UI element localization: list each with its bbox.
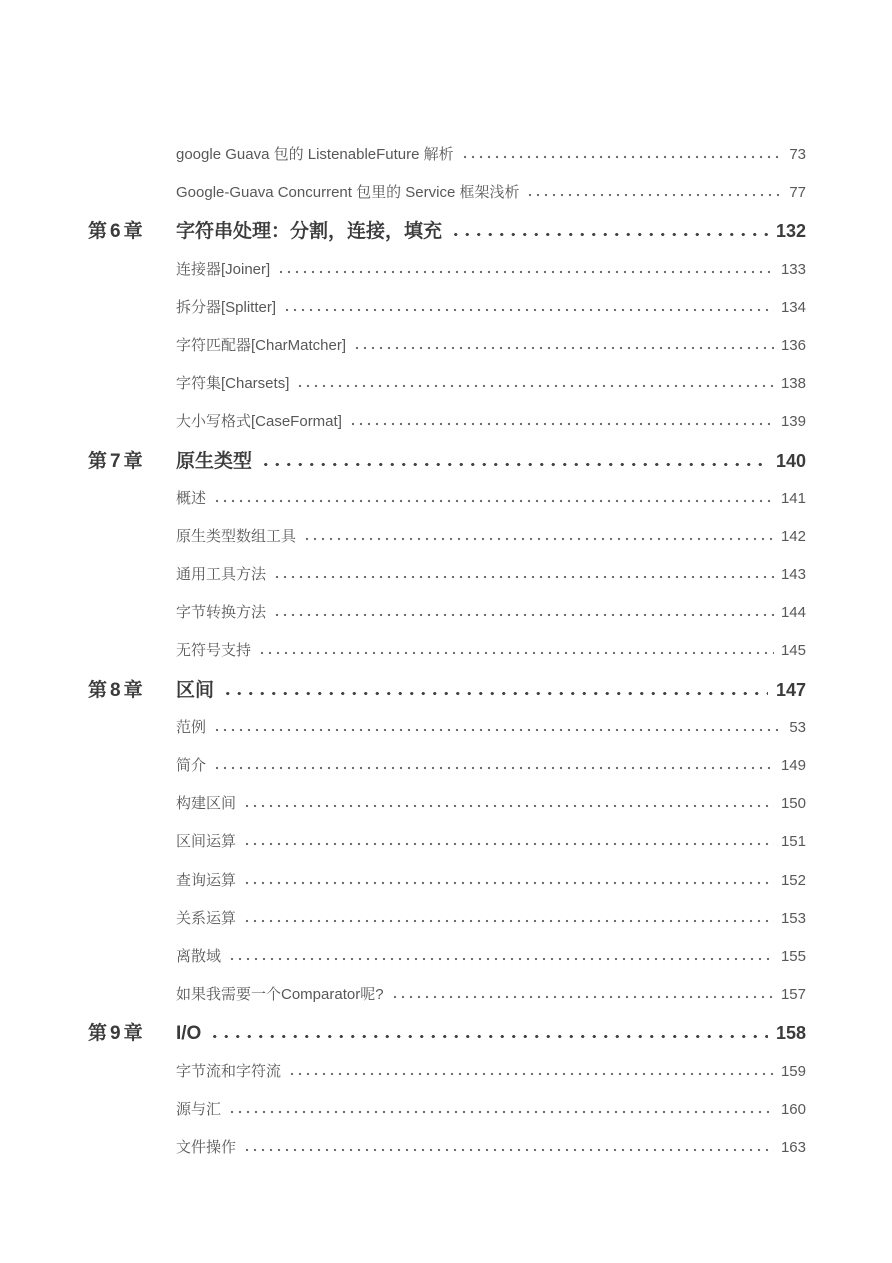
chapter-number: 第9章	[88, 1023, 146, 1045]
dot-leader	[222, 691, 768, 696]
toc-entry-title: 大小写格式[CaseFormat]	[176, 413, 342, 431]
toc-row[interactable]	[88, 480, 806, 518]
toc-row[interactable]	[88, 976, 806, 1014]
toc-page-number: 132	[775, 221, 806, 242]
toc-page-number: 136	[780, 336, 806, 354]
dot-leader	[228, 957, 774, 961]
toc-page-number: 143	[780, 566, 806, 584]
toc-entry-title: 无符号支持	[176, 642, 252, 660]
dot-leader	[461, 155, 783, 159]
toc-page-number: 133	[780, 260, 806, 278]
dot-leader	[391, 995, 774, 999]
toc-page-number: 147	[775, 679, 806, 700]
toc-page-number: 152	[780, 871, 806, 889]
toc-page-number: 142	[780, 527, 806, 545]
toc-row[interactable]	[88, 556, 806, 594]
toc-entry-title: 字节流和字符流	[176, 1062, 282, 1080]
toc-entry-title: 通用工具方法	[176, 566, 267, 584]
chapter-number: 第7章	[88, 450, 146, 472]
toc-row[interactable]	[88, 747, 806, 785]
toc-entry-title: 查询运算	[176, 871, 237, 889]
toc-entry-title: 连接器[Joiner]	[176, 260, 271, 278]
toc-page-number: 149	[780, 757, 806, 774]
toc-page-number: 145	[780, 642, 806, 660]
toc-row[interactable]	[88, 900, 806, 938]
toc-page-number: 141	[780, 489, 806, 507]
toc-page-number: 157	[780, 986, 806, 1004]
dot-leader	[288, 1072, 774, 1076]
toc-page-number: 138	[780, 375, 806, 393]
dot-leader	[349, 422, 774, 426]
dot-leader	[273, 575, 774, 579]
toc-page-number: 144	[780, 604, 806, 622]
toc-row-chapter[interactable]	[88, 212, 806, 250]
dot-leader	[283, 308, 774, 312]
toc-entry-title: 字符集[Charsets]	[176, 375, 290, 393]
toc-entry-title: 文件操作	[176, 1138, 237, 1156]
toc-page-number: 150	[780, 795, 806, 813]
toc-row[interactable]	[88, 518, 806, 556]
chapter-number: 第6章	[88, 221, 146, 243]
dot-leader	[450, 232, 768, 237]
dot-leader	[526, 193, 782, 197]
toc-row[interactable]	[88, 862, 806, 900]
toc-page-number: 77	[789, 184, 806, 202]
dot-leader	[277, 270, 774, 274]
toc-row[interactable]	[88, 289, 806, 327]
dot-leader	[296, 384, 774, 388]
toc-page-number: 73	[789, 146, 806, 163]
dot-leader	[243, 1148, 774, 1152]
toc-entry-title: 构建区间	[176, 795, 237, 813]
dot-leader	[209, 1034, 768, 1039]
toc-entry-title: Google-Guava Concurrent 包里的 Service 框架浅析	[176, 184, 520, 202]
toc-row[interactable]	[88, 823, 806, 861]
chapter-number: 第8章	[88, 679, 146, 701]
toc-row[interactable]	[88, 1129, 806, 1167]
toc-list	[88, 136, 806, 1167]
toc-entry-title: 离散域	[176, 947, 222, 965]
toc-entry-title: 区间运算	[176, 833, 237, 851]
toc-entry-title: 原生类型数组工具	[176, 527, 297, 545]
toc-page-number: 153	[780, 909, 806, 927]
toc-row[interactable]	[88, 632, 806, 670]
toc-entry-title: 范例	[176, 718, 207, 736]
toc-row-chapter[interactable]	[88, 1014, 806, 1052]
toc-row-chapter[interactable]	[88, 442, 806, 480]
toc-row[interactable]	[88, 136, 806, 174]
dot-leader	[213, 766, 774, 770]
toc-entry-title: 原生类型	[176, 450, 253, 472]
toc-entry-title: 字符串处理：分割，连接，填充	[176, 221, 443, 243]
toc-row-chapter[interactable]	[88, 671, 806, 709]
toc-row[interactable]	[88, 327, 806, 365]
toc-entry-title: 区间	[176, 679, 215, 701]
dot-leader	[243, 919, 774, 923]
toc-entry-title: 字节转换方法	[176, 604, 267, 622]
toc-page-number: 140	[775, 450, 806, 471]
dot-leader	[260, 462, 768, 467]
toc-page-number: 159	[780, 1062, 806, 1080]
dot-leader	[228, 1110, 774, 1114]
toc-row[interactable]	[88, 403, 806, 441]
toc-entry-title: I/O	[176, 1023, 202, 1045]
toc-page-number: 53	[789, 718, 806, 736]
toc-row[interactable]	[88, 1053, 806, 1091]
toc-entry-title: 概述	[176, 489, 207, 507]
toc-row[interactable]	[88, 174, 806, 212]
toc-row[interactable]	[88, 1091, 806, 1129]
toc-page-number: 139	[780, 413, 806, 431]
toc-page-number: 163	[780, 1138, 806, 1156]
toc-row[interactable]	[88, 594, 806, 632]
dot-leader	[213, 499, 774, 503]
toc-entry-title: google Guava 包的 ListenableFuture 解析	[176, 146, 454, 163]
toc-entry-title: 简介	[176, 757, 207, 774]
toc-row[interactable]	[88, 938, 806, 976]
dot-leader	[273, 613, 774, 617]
toc-page-number: 151	[780, 833, 806, 851]
toc-page-number: 155	[780, 947, 806, 965]
dot-leader	[243, 881, 774, 885]
toc-row[interactable]	[88, 251, 806, 289]
dot-leader	[303, 537, 774, 541]
toc-row[interactable]	[88, 785, 806, 823]
toc-entry-title: 关系运算	[176, 909, 237, 927]
toc-page-number: 160	[780, 1100, 806, 1118]
toc-entry-title: 如果我需要一个Comparator呢?	[176, 986, 384, 1004]
dot-leader	[243, 804, 774, 808]
toc-row[interactable]	[88, 365, 806, 403]
dot-leader	[258, 651, 774, 655]
toc-entry-title: 拆分器[Splitter]	[176, 298, 277, 316]
toc-page-number: 158	[775, 1023, 806, 1044]
dot-leader	[353, 346, 774, 350]
toc-row[interactable]	[88, 709, 806, 747]
dot-leader	[213, 728, 782, 732]
toc-page-number: 134	[780, 298, 806, 316]
toc-entry-title: 字符匹配器[CharMatcher]	[176, 336, 347, 354]
toc-entry-title: 源与汇	[176, 1100, 222, 1118]
dot-leader	[243, 842, 774, 846]
